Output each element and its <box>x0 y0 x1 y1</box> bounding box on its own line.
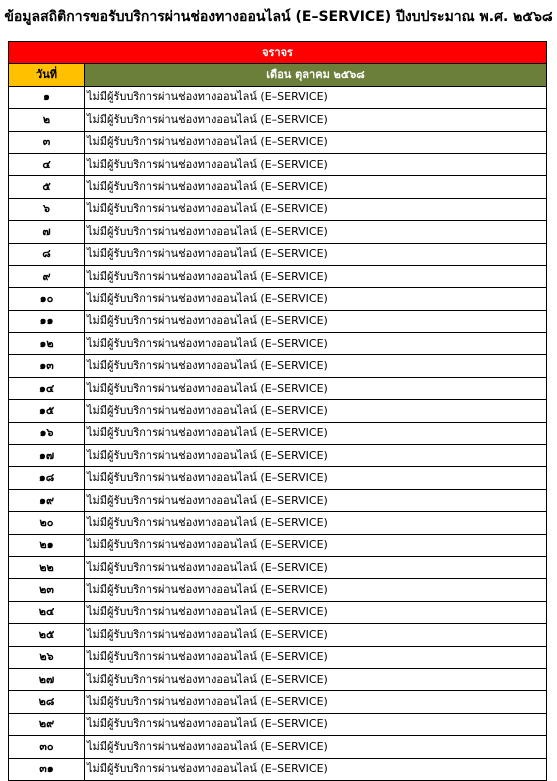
table-row <box>9 176 547 198</box>
status-cell: ไม่มีผู้รับบริการผ่านช่องทางออนไลน์ (E–SERVICE) <box>85 624 547 646</box>
status-cell: ไม่มีผู้รับบริการผ่านช่องทางออนไลน์ (E–SERVICE) <box>85 310 547 332</box>
table-row <box>9 668 547 690</box>
table-row <box>9 713 547 735</box>
day-cell: ๔ <box>9 153 85 175</box>
day-cell: ๒๖ <box>9 646 85 668</box>
status-cell: ไม่มีผู้รับบริการผ่านช่องทางออนไลน์ (E–SERVICE) <box>85 243 547 265</box>
day-cell: ๓๐ <box>9 736 85 758</box>
table-row <box>9 489 547 511</box>
day-cell: ๓๑ <box>9 758 85 780</box>
status-cell: ไม่มีผู้รับบริการผ่านช่องทางออนไลน์ (E–SERVICE) <box>85 601 547 623</box>
table-row <box>9 377 547 399</box>
table-row <box>9 355 547 377</box>
status-cell: ไม่มีผู้รับบริการผ่านช่องทางออนไลน์ (E–SERVICE) <box>85 668 547 690</box>
table-row <box>9 131 547 153</box>
day-cell: ๓ <box>9 131 85 153</box>
status-cell: ไม่มีผู้รับบริการผ่านช่องทางออนไลน์ (E–SERVICE) <box>85 422 547 444</box>
day-cell: ๑๐ <box>9 288 85 310</box>
day-cell: ๑๓ <box>9 355 85 377</box>
day-cell: ๒๒ <box>9 556 85 578</box>
day-cell: ๑๑ <box>9 310 85 332</box>
table-row <box>9 579 547 601</box>
table-row <box>9 467 547 489</box>
status-cell: ไม่มีผู้รับบริการผ่านช่องทางออนไลน์ (E–SERVICE) <box>85 713 547 735</box>
status-cell: ไม่มีผู้รับบริการผ่านช่องทางออนไลน์ (E–SERVICE) <box>85 736 547 758</box>
day-cell: ๕ <box>9 176 85 198</box>
status-cell: ไม่มีผู้รับบริการผ่านช่องทางออนไลน์ (E–SERVICE) <box>85 400 547 422</box>
day-cell: ๘ <box>9 243 85 265</box>
status-cell: ไม่มีผู้รับบริการผ่านช่องทางออนไลน์ (E–SERVICE) <box>85 579 547 601</box>
status-cell: ไม่มีผู้รับบริการผ่านช่องทางออนไลน์ (E–SERVICE) <box>85 221 547 243</box>
day-cell: ๒๐ <box>9 512 85 534</box>
day-cell: ๑๒ <box>9 333 85 355</box>
day-cell: ๒๑ <box>9 534 85 556</box>
table-row <box>9 400 547 422</box>
day-cell: ๒ <box>9 109 85 131</box>
day-cell: ๒๔ <box>9 601 85 623</box>
status-cell: ไม่มีผู้รับบริการผ่านช่องทางออนไลน์ (E–SERVICE) <box>85 512 547 534</box>
status-cell: ไม่มีผู้รับบริการผ่านช่องทางออนไลน์ (E–SERVICE) <box>85 131 547 153</box>
status-cell: ไม่มีผู้รับบริการผ่านช่องทางออนไลน์ (E–SERVICE) <box>85 86 547 108</box>
table-row <box>9 512 547 534</box>
table-row <box>9 422 547 444</box>
day-cell: ๗ <box>9 221 85 243</box>
day-cell: ๑๔ <box>9 377 85 399</box>
status-cell: ไม่มีผู้รับบริการผ่านช่องทางออนไลน์ (E–SERVICE) <box>85 445 547 467</box>
table-row <box>9 445 547 467</box>
status-cell: ไม่มีผู้รับบริการผ่านช่องทางออนไลน์ (E–SERVICE) <box>85 489 547 511</box>
table-row <box>9 288 547 310</box>
day-cell: ๑๖ <box>9 422 85 444</box>
status-cell: ไม่มีผู้รับบริการผ่านช่องทางออนไลน์ (E–SERVICE) <box>85 355 547 377</box>
day-cell: ๒๓ <box>9 579 85 601</box>
status-cell: ไม่มีผู้รับบริการผ่านช่องทางออนไลน์ (E–SERVICE) <box>85 176 547 198</box>
table-row <box>9 624 547 646</box>
day-cell: ๙ <box>9 265 85 287</box>
table-row <box>9 534 547 556</box>
day-cell: ๒๕ <box>9 624 85 646</box>
table-row <box>9 758 547 780</box>
table-row <box>9 265 547 287</box>
table-row <box>9 736 547 758</box>
status-cell: ไม่มีผู้รับบริการผ่านช่องทางออนไลน์ (E–SERVICE) <box>85 691 547 713</box>
day-cell: ๑๙ <box>9 489 85 511</box>
status-cell: ไม่มีผู้รับบริการผ่านช่องทางออนไลน์ (E–SERVICE) <box>85 646 547 668</box>
status-cell: ไม่มีผู้รับบริการผ่านช่องทางออนไลน์ (E–SERVICE) <box>85 198 547 220</box>
table-row <box>9 646 547 668</box>
status-cell: ไม่มีผู้รับบริการผ่านช่องทางออนไลน์ (E–SERVICE) <box>85 758 547 780</box>
status-cell: ไม่มีผู้รับบริการผ่านช่องทางออนไลน์ (E–SERVICE) <box>85 288 547 310</box>
table-row <box>9 198 547 220</box>
table-row <box>9 243 547 265</box>
status-cell: ไม่มีผู้รับบริการผ่านช่องทางออนไลน์ (E–SERVICE) <box>85 534 547 556</box>
table-row <box>9 109 547 131</box>
section-header-row <box>9 42 547 64</box>
table-row <box>9 86 547 108</box>
day-cell: ๑๕ <box>9 400 85 422</box>
status-cell: ไม่มีผู้รับบริการผ่านช่องทางออนไลน์ (E–SERVICE) <box>85 333 547 355</box>
day-cell: ๖ <box>9 198 85 220</box>
table-row <box>9 221 547 243</box>
statistics-table <box>8 41 547 781</box>
table-row <box>9 601 547 623</box>
day-cell: ๒๘ <box>9 691 85 713</box>
status-cell: ไม่มีผู้รับบริการผ่านช่องทางออนไลน์ (E–SERVICE) <box>85 265 547 287</box>
status-cell: ไม่มีผู้รับบริการผ่านช่องทางออนไลน์ (E–SERVICE) <box>85 153 547 175</box>
section-header: จราจร <box>9 42 547 64</box>
day-cell: ๒๙ <box>9 713 85 735</box>
table-row <box>9 333 547 355</box>
day-cell: ๑ <box>9 86 85 108</box>
table-row <box>9 310 547 332</box>
month-column-header: เดือน ตุลาคม ๒๕๖๘ <box>85 64 547 86</box>
status-cell: ไม่มีผู้รับบริการผ่านช่องทางออนไลน์ (E–SERVICE) <box>85 556 547 578</box>
day-cell: ๑๗ <box>9 445 85 467</box>
day-cell: ๑๘ <box>9 467 85 489</box>
day-column-header: วันที่ <box>9 64 85 86</box>
day-cell: ๒๗ <box>9 668 85 690</box>
page-title: ข้อมูลสถิติการขอรับบริการผ่านช่องทางออนไลน์ (E–SERVICE) ปีงบประมาณ พ.ศ. ๒๕๖๘ <box>4 9 553 25</box>
table-row <box>9 556 547 578</box>
status-cell: ไม่มีผู้รับบริการผ่านช่องทางออนไลน์ (E–SERVICE) <box>85 109 547 131</box>
status-cell: ไม่มีผู้รับบริการผ่านช่องทางออนไลน์ (E–SERVICE) <box>85 377 547 399</box>
status-cell: ไม่มีผู้รับบริการผ่านช่องทางออนไลน์ (E–SERVICE) <box>85 467 547 489</box>
table-row <box>9 691 547 713</box>
table-body <box>9 86 547 780</box>
table-row <box>9 153 547 175</box>
column-header-row <box>9 64 547 86</box>
